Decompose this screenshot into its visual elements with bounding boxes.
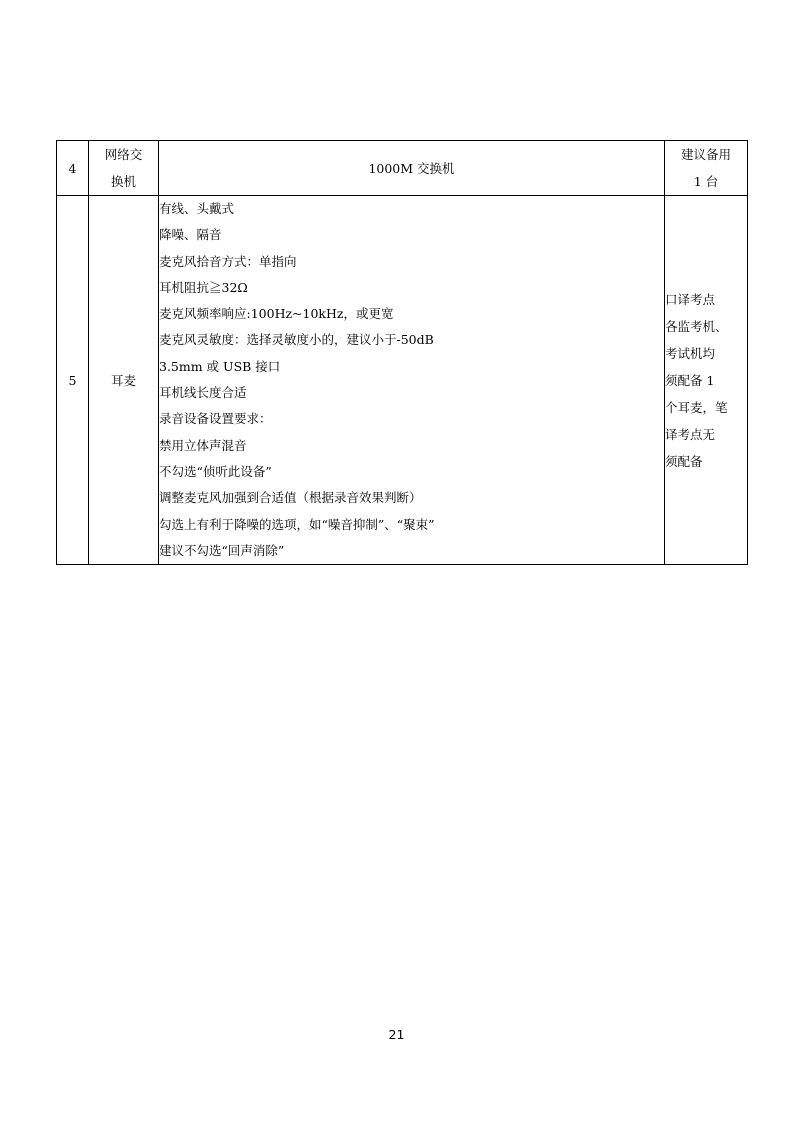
page-number: 21 xyxy=(388,1027,405,1042)
spec-line: 不勾选“侦听此设备” xyxy=(159,463,272,479)
spec-line: 麦克风灵敏度：选择灵敏度小的，建议小于-50dB xyxy=(159,332,434,348)
spec-line: 有线、头戴式 xyxy=(159,201,235,216)
spec-line: 麦克风拾音方式：单指向 xyxy=(159,253,297,269)
row-number: 4 xyxy=(68,160,77,176)
spec-line: 建议不勾选“回声消除” xyxy=(159,542,285,558)
note-line: 1 台 xyxy=(693,174,719,189)
spec-line: 降噪、隔音 xyxy=(159,227,222,243)
item-name-cell xyxy=(89,196,159,565)
item-name-cell xyxy=(89,141,159,196)
note-line: 各监考机、 xyxy=(665,318,728,334)
spec-line: 麦克风频率响应:100Hz~10kHz，或更宽 xyxy=(159,306,394,322)
row-number: 5 xyxy=(68,372,77,388)
spec-text: 1000M 交换机 xyxy=(368,161,455,176)
row-number-cell xyxy=(57,196,89,565)
spec-line: 调整麦克风加强到合适值（根据录音效果判断） xyxy=(159,490,422,506)
spec-line: 耳机阻抗≧32Ω xyxy=(159,279,248,295)
item-name: 耳麦 xyxy=(110,373,136,389)
note-line: 须配备 1 xyxy=(665,372,715,388)
note-line: 建议备用 xyxy=(680,147,731,162)
item-name-line: 换机 xyxy=(110,174,136,189)
note-line: 译考点无 xyxy=(665,426,716,442)
spec-cell xyxy=(159,141,665,196)
note-cell xyxy=(665,141,748,196)
spec-line: 禁用立体声混音 xyxy=(159,437,247,453)
item-name-line: 网络交 xyxy=(104,147,143,162)
equipment-table xyxy=(56,140,748,565)
spec-line: 3.5mm 或 USB 接口 xyxy=(159,358,281,374)
table-row xyxy=(57,196,748,565)
row-number-cell xyxy=(57,141,89,196)
spec-line: 耳机线长度合适 xyxy=(159,385,247,401)
note-line: 个耳麦，笔 xyxy=(665,399,728,415)
spec-line: 勾选上有利于降噪的选项，如“噪音抑制”、“聚束” xyxy=(159,516,435,532)
note-line: 口译考点 xyxy=(665,291,716,307)
note-cell xyxy=(665,196,748,565)
note-line: 考试机均 xyxy=(665,345,716,361)
spec-cell xyxy=(159,196,665,565)
note-line: 须配备 xyxy=(665,453,703,469)
table-row xyxy=(57,141,748,196)
spec-line: 录音设备设置要求： xyxy=(159,411,272,427)
